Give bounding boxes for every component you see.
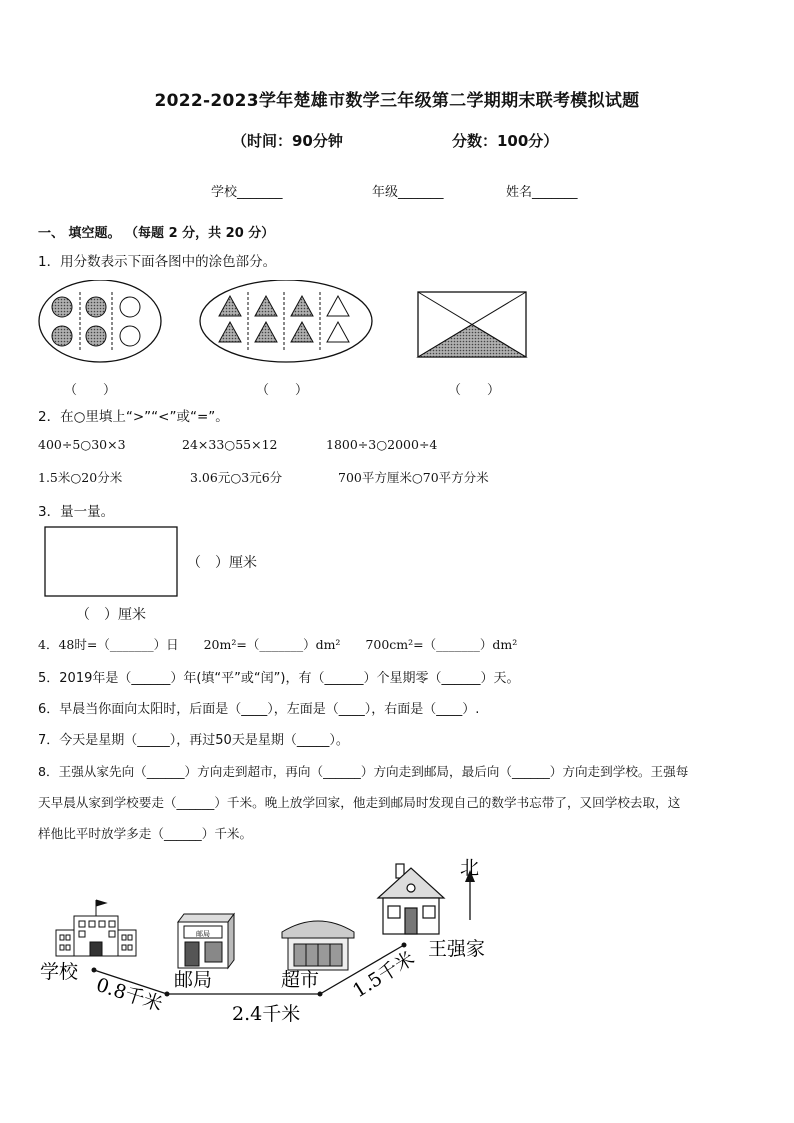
grade-field: 年级_______ <box>372 185 444 200</box>
question-1: 1．用分数表示下面各图中的涂色部分。 <box>38 254 277 270</box>
question-4: 4．48时=（_______）日 20m²=（_______）dm² 700cm²=（_______）dm² <box>38 637 518 652</box>
question-8-line-1: 8．王强从家先向（______）方向走到超市，再向（______）方向走到邮局，最后向（______）方向走到学校。王强每 <box>38 764 689 779</box>
oval-circles-figure <box>39 280 161 362</box>
q1-answer-1[interactable]: （ ） <box>64 383 117 398</box>
school-label: 学校 <box>40 961 79 983</box>
question-3: 3．量一量。 <box>38 504 115 520</box>
rectangle-triangle-figure <box>418 292 526 357</box>
q2-item-3: 1800÷3○2000÷4 <box>326 437 438 452</box>
post-office-label: 邮局 <box>174 969 213 991</box>
home-house-icon <box>378 864 444 934</box>
school-field: 学校_______ <box>211 185 283 200</box>
section-title: 一、 填空题。 （每题 2 分，共 20 分） <box>38 226 275 241</box>
q3-bottom-answer[interactable]: （ ）厘米 <box>76 607 146 623</box>
home-label: 王强家 <box>428 938 486 960</box>
north-label: 北 <box>460 857 480 879</box>
exam-time: （时间：90分钟 <box>232 132 343 150</box>
q2-item-4: 1.5米○20分米 <box>38 470 123 485</box>
question-6: 6．早晨当你面向太阳时，后面是（____），左面是（____），右面是（____）. <box>38 702 480 717</box>
question-8-line-2: 天早晨从家到学校要走（______）千米。晚上放学回家，他走到邮局时发现自己的数学书忘带了，又回学校去取，这 <box>38 795 681 810</box>
supermarket-label: 超市 <box>281 969 320 991</box>
question-2: 2．在○里填上“>”“<”或“=”。 <box>38 409 229 425</box>
q1-figures <box>0 280 794 370</box>
question-8-line-3: 样他比平时放学多走（______）千米。 <box>38 826 253 841</box>
question-5: 5．2019年是（______）年(填“平”或“闰”)，有（______）个星期零（______）天。 <box>38 671 520 686</box>
oval-triangles-figure <box>200 280 372 362</box>
q1-answer-3[interactable]: （ ） <box>448 383 501 398</box>
supermarket-icon <box>282 921 354 970</box>
school-building-icon <box>56 900 136 956</box>
distance-post-supermarket: 2.4千米 <box>232 1003 301 1025</box>
measure-rectangle <box>44 526 180 598</box>
q2-item-6: 700平方厘米○70平方分米 <box>338 470 489 485</box>
q3-right-answer[interactable]: （ ）厘米 <box>187 555 257 571</box>
distance-supermarket-home: 1.5千米 <box>348 947 419 1003</box>
q1-answer-2[interactable]: （ ） <box>256 383 309 398</box>
page-title: 2022-2023学年楚雄市数学三年级第二学期期末联考模拟试题 <box>154 91 640 111</box>
q2-item-1: 400÷5○30×3 <box>38 437 126 452</box>
name-field: 姓名_______ <box>506 185 578 200</box>
distance-school-post: 0.8千米 <box>93 973 166 1016</box>
q2-item-5: 3.06元○3元6分 <box>190 470 283 485</box>
q2-item-2: 24×33○55×12 <box>182 437 278 452</box>
question-7: 7．今天是星期（_____），再过50天是星期（_____）。 <box>38 733 349 748</box>
post-office-icon <box>178 914 234 968</box>
post-office-sign: 邮局 <box>196 930 210 938</box>
exam-score: 分数：100分） <box>452 132 559 150</box>
route-map <box>0 850 794 1030</box>
